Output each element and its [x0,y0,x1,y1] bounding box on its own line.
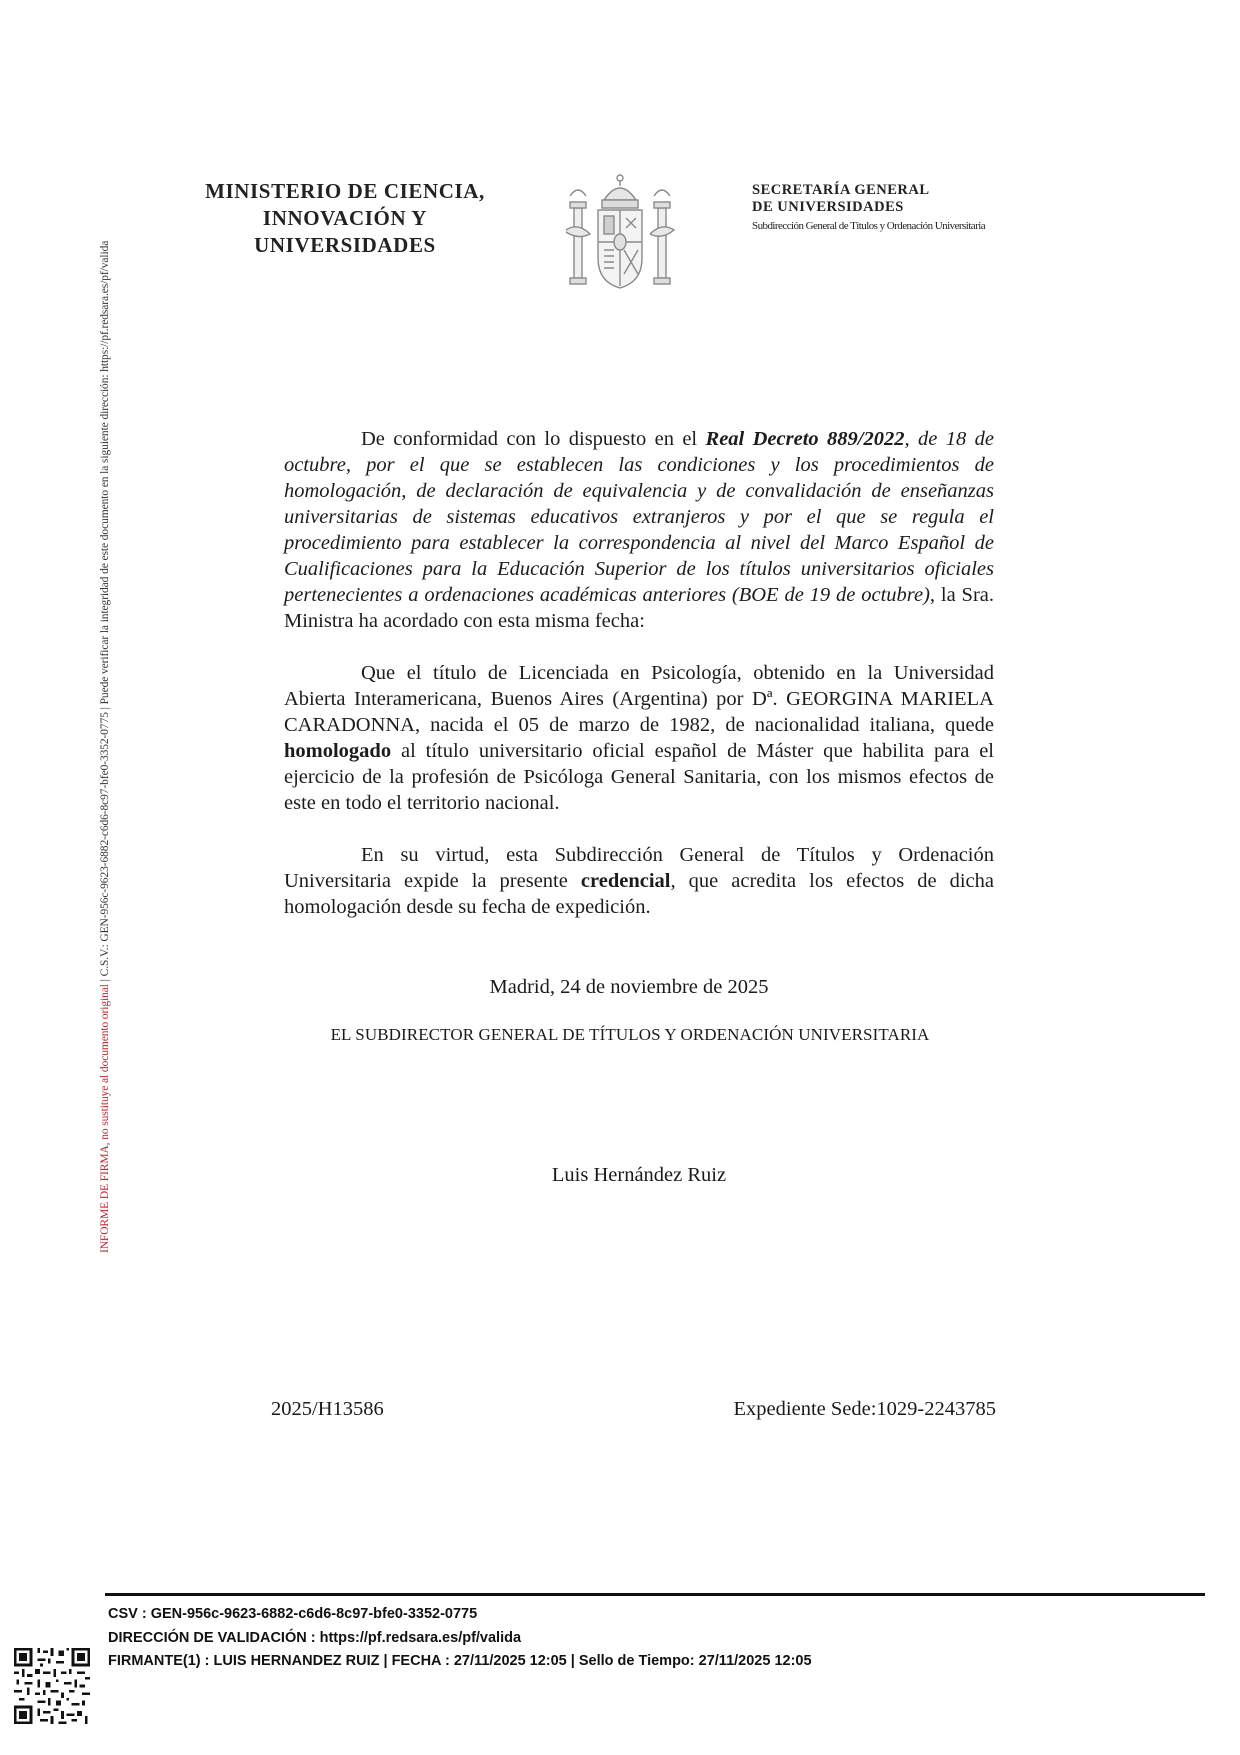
secretaria-line: SECRETARÍA GENERAL [752,182,930,198]
signer-title: EL SUBDIRECTOR GENERAL DE TÍTULOS Y ORDENACIÓN UNIVERSITARIA [330,1025,930,1044]
footer-csv: CSV : GEN-956c-9623-6882-c6d6-8c97-bfe0-3352-0775 [108,1606,478,1622]
text-run: al título universitario oficial español de Máster que habilita para el ejercicio de la profesión de Psicóloga General Sanitaria, con los mismos efectos de este en todo el territorio nacional. [284,740,994,814]
signature-footer [108,1603,1208,1674]
secretaria-heading [752,182,1052,235]
side-signature-stamp [98,103,112,1253]
homologado-keyword: homologado [284,740,392,762]
footer-divider [105,1593,1205,1596]
subdireccion-label: Subdirección General de Títulos y Ordenación Universitaria [752,220,986,232]
place-date: Madrid, 24 de noviembre de 2025 [489,976,769,998]
decree-reference: Real Decreto 889/2022 [705,428,905,450]
text-run: De conformidad con lo dispuesto en el [361,428,706,450]
text-run: , la Sra. Ministra ha acordado con esta misma fecha: [284,584,994,632]
ministry-line: INNOVACIÓN Y [262,206,428,230]
expediente-reference: Expediente Sede:1029-2243785 [733,1398,996,1420]
secretaria-line: DE UNIVERSIDADES [752,199,904,215]
paragraph-credential [284,842,994,920]
text-run: En su virtud, esta Subdirección General de Títulos y Ordenación Universitaria expide la presente [284,844,994,892]
resolution-body [284,426,994,920]
ministry-line: UNIVERSIDADES [254,233,436,257]
side-stamp-csv: | C.S.V.: GEN-956c-9623-6882-c6d6-8c97-bfe0-3352-0775 | Puede verificar la integridad de este documento en la siguiente dirección: https://pf.redsara.es/pf/valida [99,240,111,985]
paragraph-homologation [284,660,994,816]
footer-signer: FIRMANTE(1) : LUIS HERNANDEZ RUIZ | FECHA : 27/11/2025 12:05 | Sello de Tiempo: 27/11/2025 12:05 [108,1653,812,1669]
text-run: , que acredita los efectos de dicha homologación desde su fecha de expedición. [284,870,994,918]
paragraph-legal-basis [284,426,994,634]
footer-validation-url[interactable]: DIRECCIÓN DE VALIDACIÓN : https://pf.redsara.es/pf/valida [108,1629,522,1646]
ministry-line: MINISTERIO DE CIENCIA, [205,179,485,203]
credencial-keyword: credencial [580,870,671,892]
spanish-coat-of-arms-icon [558,170,682,298]
decree-title: , de 18 de octubre, por el que se establecen las condiciones y los procedimientos de homologación, de declaración de equivalencia y de convalidación de enseñanzas universitarias de sistemas educativos extranjeros y por el que se regula el procedimiento para establecer la correspondencia al nivel del Marco Español de Cualificaciones para la Educación Superior de los títulos universitarios oficiales pertenecientes a ordenaciones académicas anteriores (BOE de 19 de octubre) [284,428,994,606]
text-run: Que el título de Licenciada en Psicología, obtenido en la Universidad Abierta Interamericana, Buenos Aires (Argentina) por Dª. GEORGINA MARIELA CARADONNA, nacida el 05 de marzo de 1982, de nacionalidad italiana, quede [284,662,994,736]
qr-code-icon[interactable] [14,1648,90,1724]
signer-name: Luis Hernández Ruiz [551,1164,727,1186]
ministry-name [180,178,510,259]
file-reference: 2025/H13586 [271,1398,384,1420]
side-stamp-notice: INFORME DE FIRMA, no sustituye al documento original [99,984,111,1253]
